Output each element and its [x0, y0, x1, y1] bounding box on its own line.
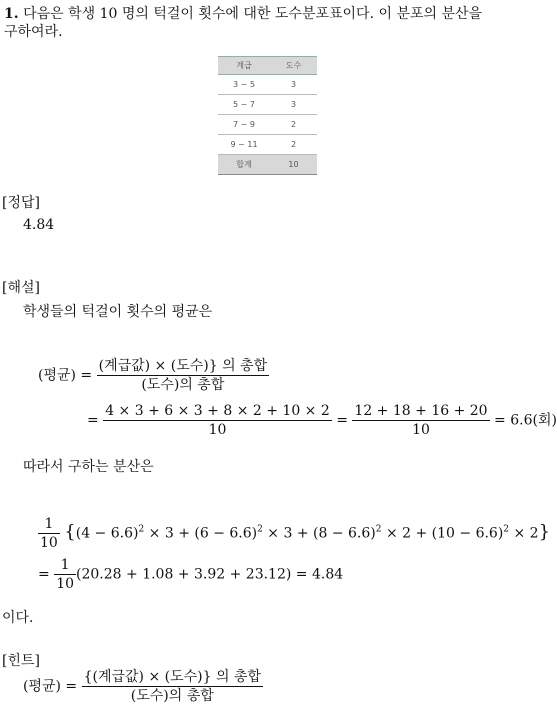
table-header-frequency: 도수 — [270, 57, 317, 75]
problem-number: 1. — [4, 6, 19, 22]
mean-calc-numerator-2: 12 + 18 + 16 + 20 — [354, 403, 488, 419]
mean-lhs: (평균) = — [38, 367, 93, 384]
mean-calc-denominator-1: 10 — [208, 422, 227, 438]
table-cell-class: 9 ~ 11 — [218, 135, 270, 155]
hint-lhs: (평균) = — [23, 678, 78, 695]
table-cell-freq: 2 — [270, 135, 317, 155]
variance-fraction-2: $\frac{1}{10}$ — [56, 557, 75, 592]
variance-intro: 따라서 구하는 분산은 — [23, 459, 154, 475]
variance-formula-2: = $\frac{1}{10}$ (20.28 + 1.08 + 3.92 + 23.12) = 4.84 — [38, 557, 344, 592]
table-total-label: 합계 — [218, 155, 270, 175]
table-row — [218, 75, 317, 95]
hint-numerator: {(계급값) × (도수)} 의 총합 — [83, 669, 261, 685]
mean-fraction — [97, 357, 269, 394]
variance-formula-1: $\frac{1}{10}$ $\{(4 - 6.6)^2 \times 3 + (6 - 6.6)^2 \times 3 + (8 - 6.6)^2 \times 2 + (10 - 6.6)^2 \times 2\}$ — [40, 516, 551, 551]
variance-fraction — [38, 515, 60, 552]
variance-sum: (20.28 + 1.08 + 3.92 + 23.12) = 4.84 — [76, 566, 344, 583]
table-row — [218, 95, 317, 115]
answer-value: 4.84 — [23, 217, 55, 233]
mean-result: = 6.6(회) — [494, 412, 557, 429]
problem-text-1: 다음은 학생 10 명의 턱걸이 횟수에 대한 도수분포표이다. 이 분포의 분산을 — [23, 6, 483, 22]
explanation-label: [해설] — [2, 280, 40, 296]
table-cell-freq: 3 — [270, 95, 317, 115]
mean-calc-denominator-2: 10 — [412, 422, 430, 438]
mean-formula — [38, 357, 269, 394]
explanation-closing: 이다. — [2, 610, 34, 626]
problem-line-1 — [4, 3, 482, 25]
variance-frac-numerator: 1 — [38, 515, 60, 534]
hint-denominator: (도수)의 총합 — [130, 688, 214, 704]
table-cell-class: 5 ~ 7 — [218, 95, 270, 115]
table-header-class: 계급 — [218, 57, 270, 75]
explanation-intro: 학생들의 턱걸이 횟수의 평균은 — [23, 304, 213, 320]
problem-text-2: 구하여라. — [4, 24, 63, 40]
hint-label: [힌트] — [2, 653, 40, 669]
table-cell-class: 7 ~ 9 — [218, 115, 270, 135]
hint-formula — [23, 668, 263, 705]
mean-denominator: (도수)의 총합 — [141, 377, 225, 393]
mean-calc-fraction-1 — [103, 402, 332, 439]
mean-numerator: (계급값) × (도수)} 의 총합 — [98, 358, 268, 374]
table-cell-freq: 3 — [270, 75, 317, 95]
mean-calculation: = $\frac{4 \times 3 + 6 \times 3 + 8 \times 2 + 10 \times 2}{10}$ = $\frac{12 + 18 + 16 + 20}{10}$ = 6.6(회) — [87, 403, 557, 438]
table-total-row — [218, 155, 317, 175]
answer-label: [정답] — [2, 195, 40, 211]
table-row — [218, 135, 317, 155]
table-row — [218, 115, 317, 135]
table-cell-freq: 2 — [270, 115, 317, 135]
hint-fraction — [82, 668, 263, 705]
variance-frac-denominator: 10 — [40, 535, 58, 551]
mean-calc-fraction-2 — [352, 402, 489, 439]
table-total-value: 10 — [270, 155, 317, 175]
frequency-table — [218, 56, 317, 175]
mean-calc-numerator-1: 4 × 3 + 6 × 3 + 8 × 2 + 10 × 2 — [105, 403, 330, 419]
table-cell-class: 3 ~ 5 — [218, 75, 270, 95]
